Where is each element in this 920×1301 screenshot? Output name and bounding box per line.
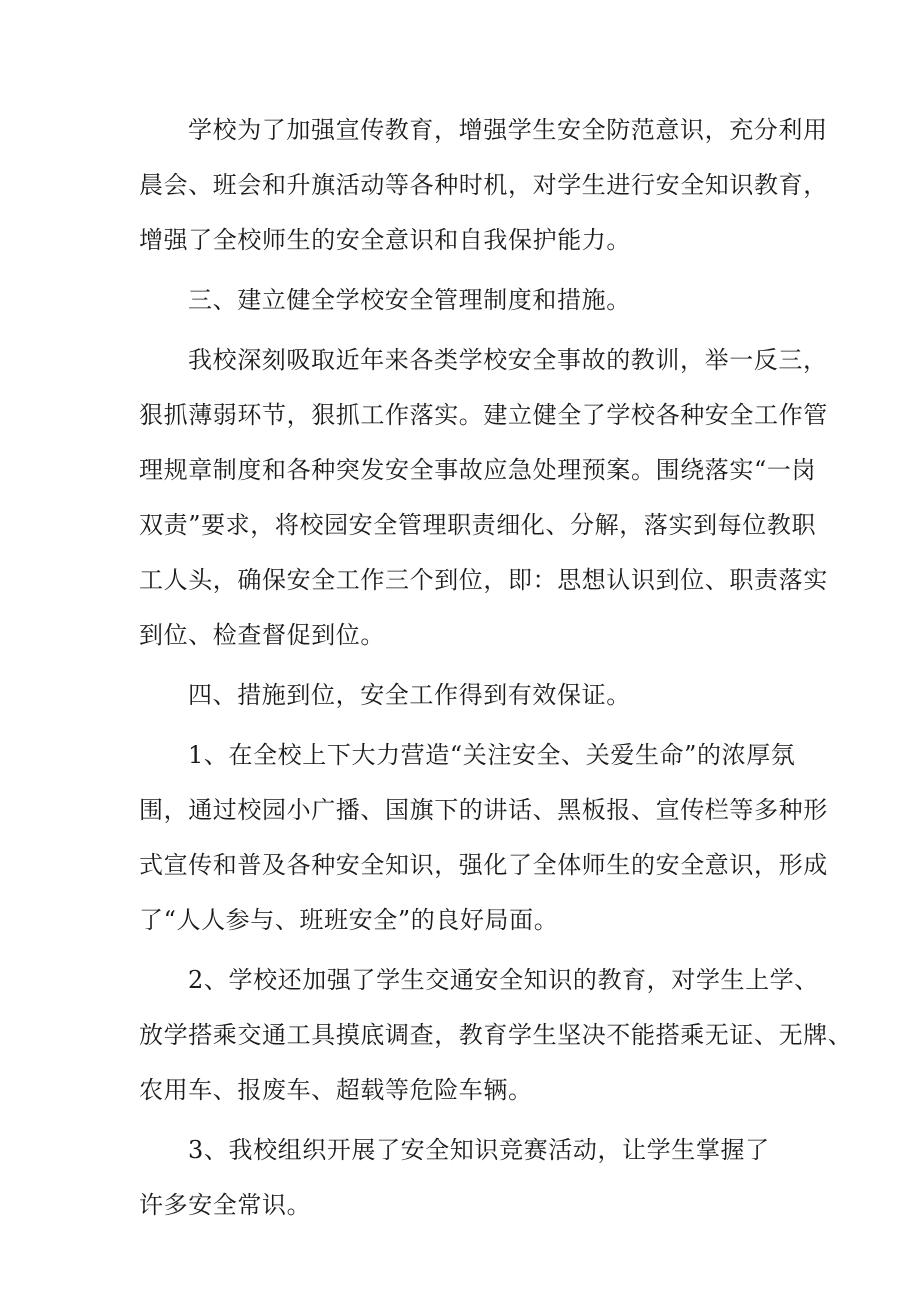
- item-1-line-1: 1、在全校上下大力营造“关注安全、关爱生命”的浓厚氛: [188, 741, 796, 769]
- paragraph-2-line-5: 工人头，确保安全工作三个到位，即：思想认识到位、职责落实: [139, 566, 828, 594]
- item-3-line-2: 许多安全常识。: [139, 1191, 312, 1219]
- paragraph-2-line-4: 双责”要求，将校园安全管理职责细化、分解，落实到每位教职: [139, 511, 817, 539]
- paragraph-1-line-3: 增强了全校师生的安全意识和自我保护能力。: [139, 226, 631, 254]
- item-1-line-3: 式宣传和普及各种安全知识，强化了全体师生的安全意识，形成: [139, 851, 828, 879]
- paragraph-2-line-1: 我校深刻吸取近年来各类学校安全事故的教训，举一反三，: [188, 346, 828, 374]
- item-1-line-2: 围，通过校园小广播、国旗下的讲话、黑板报、宣传栏等多种形: [139, 796, 828, 824]
- section-heading-4: 四、措施到位，安全工作得到有效保证。: [188, 681, 631, 709]
- paragraph-1-line-2: 晨会、班会和升旗活动等各种时机，对学生进行安全知识教育，: [139, 171, 828, 199]
- paragraph-2-line-2: 狠抓薄弱环节，狠抓工作落实。建立健全了学校各种安全工作管: [139, 401, 828, 429]
- paragraph-2-line-3: 理规章制度和各种突发安全事故应急处理预案。围绕落实“一岗: [139, 456, 817, 484]
- item-2-line-2: 放学搭乘交通工具摸底调查，教育学生坚决不能搭乘无证、无牌、: [139, 1021, 853, 1049]
- paragraph-2-line-6: 到位、检查督促到位。: [139, 621, 385, 649]
- item-2-line-1: 2、学校还加强了学生交通安全知识的教育，对学生上学、: [188, 966, 819, 994]
- section-heading-3: 三、建立健全学校安全管理制度和措施。: [188, 286, 631, 314]
- item-3-line-1: 3、我校组织开展了安全知识竞赛活动，让学生掌握了: [188, 1136, 770, 1164]
- item-1-line-4: 了“人人参与、班班安全”的良好局面。: [139, 906, 559, 934]
- paragraph-1-line-1: 学校为了加强宣传教育，增强学生安全防范意识，充分利用: [188, 116, 828, 144]
- item-2-line-3: 农用车、报废车、超载等危险车辆。: [139, 1076, 533, 1104]
